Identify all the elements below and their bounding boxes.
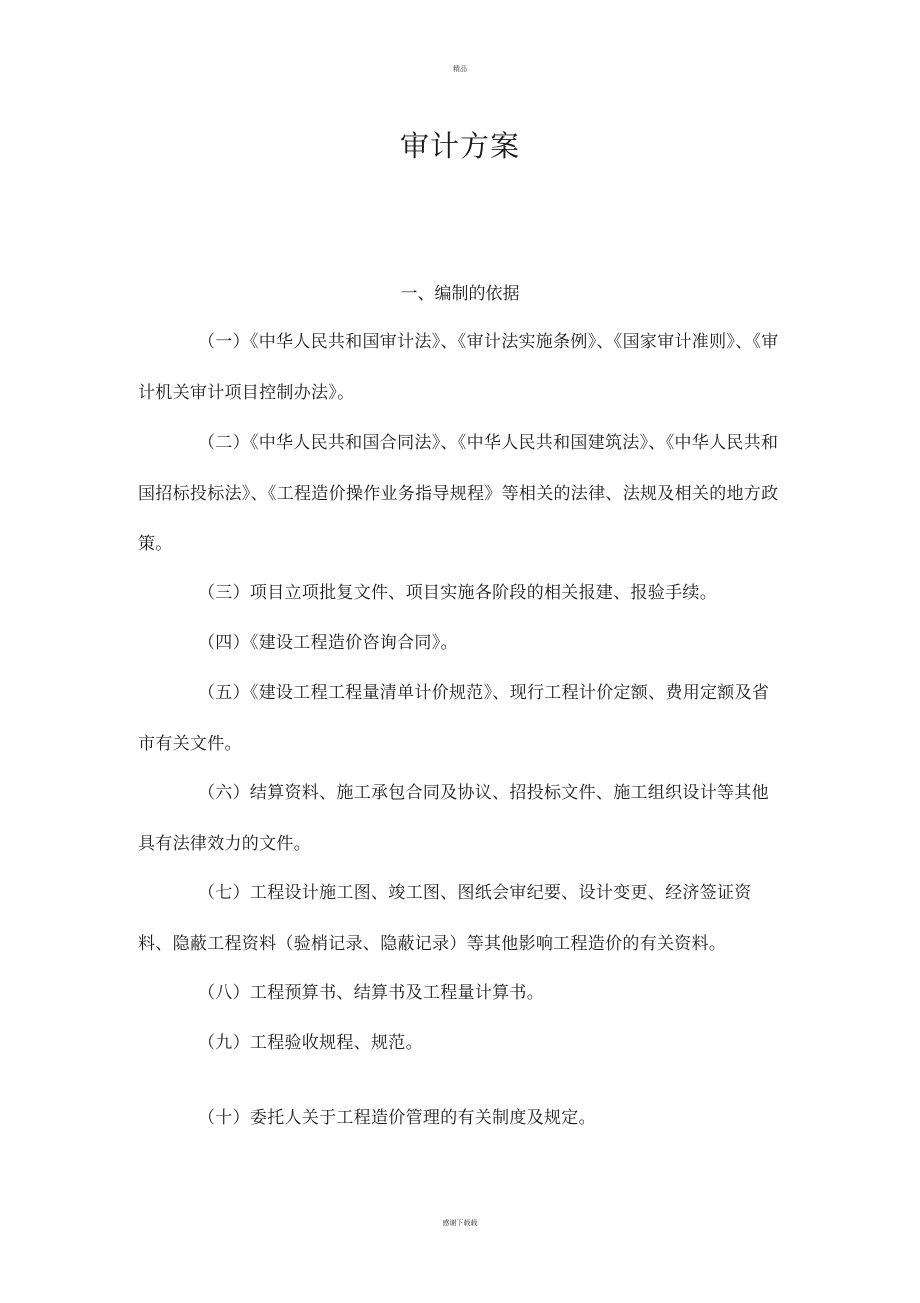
page-footer: 感谢下载载 [442, 1219, 478, 1227]
paragraph-5: （五）《建设工程工程量清单计价规范》、现行工程计价定额、费用定额及省市有关文件。 [138, 683, 770, 754]
paragraph-4: （四）《建设工程造价咨询合同》。 [198, 633, 458, 653]
paragraph-2: （二）《中华人民共和国合同法》、《中华人民共和国建筑法》、《中华人民共和国招标投标法》、《工程造价操作业务指导规程》等相关的法律、法规及相关的地方政策。 [138, 433, 779, 554]
paragraph-8: （八）工程预算书、结算书及工程量计算书。 [198, 983, 544, 1003]
paragraph-10: （十）委托人关于工程造价管理的有关制度及规定。 [198, 1108, 596, 1128]
page-header: 精品 [453, 65, 467, 73]
paragraph-9: （九）工程验收规程、规范。 [198, 1033, 423, 1053]
paragraph-3: （三）项目立项批复文件、项目实施各阶段的相关报建、报验手续。 [198, 583, 717, 603]
paragraph-1: （一）《中华人民共和国审计法》、《审计法实施条例》、《国家审计准则》、《审计机关审计项目控制办法》。 [138, 332, 779, 403]
paragraph-7: （七）工程设计施工图、竣工图、图纸会审纪要、设计变更、经济签证资料、隐蔽工程资料（验梢记录、隐蔽记录）等其他影响工程造价的有关资料。 [138, 883, 752, 954]
section-heading: 一、编制的依据 [400, 284, 520, 304]
paragraph-6: （六）结算资料、施工承包合同及协议、招投标文件、施工组织设计等其他具有法律效力的文件。 [138, 783, 769, 854]
document-title: 审计方案 [399, 129, 520, 163]
